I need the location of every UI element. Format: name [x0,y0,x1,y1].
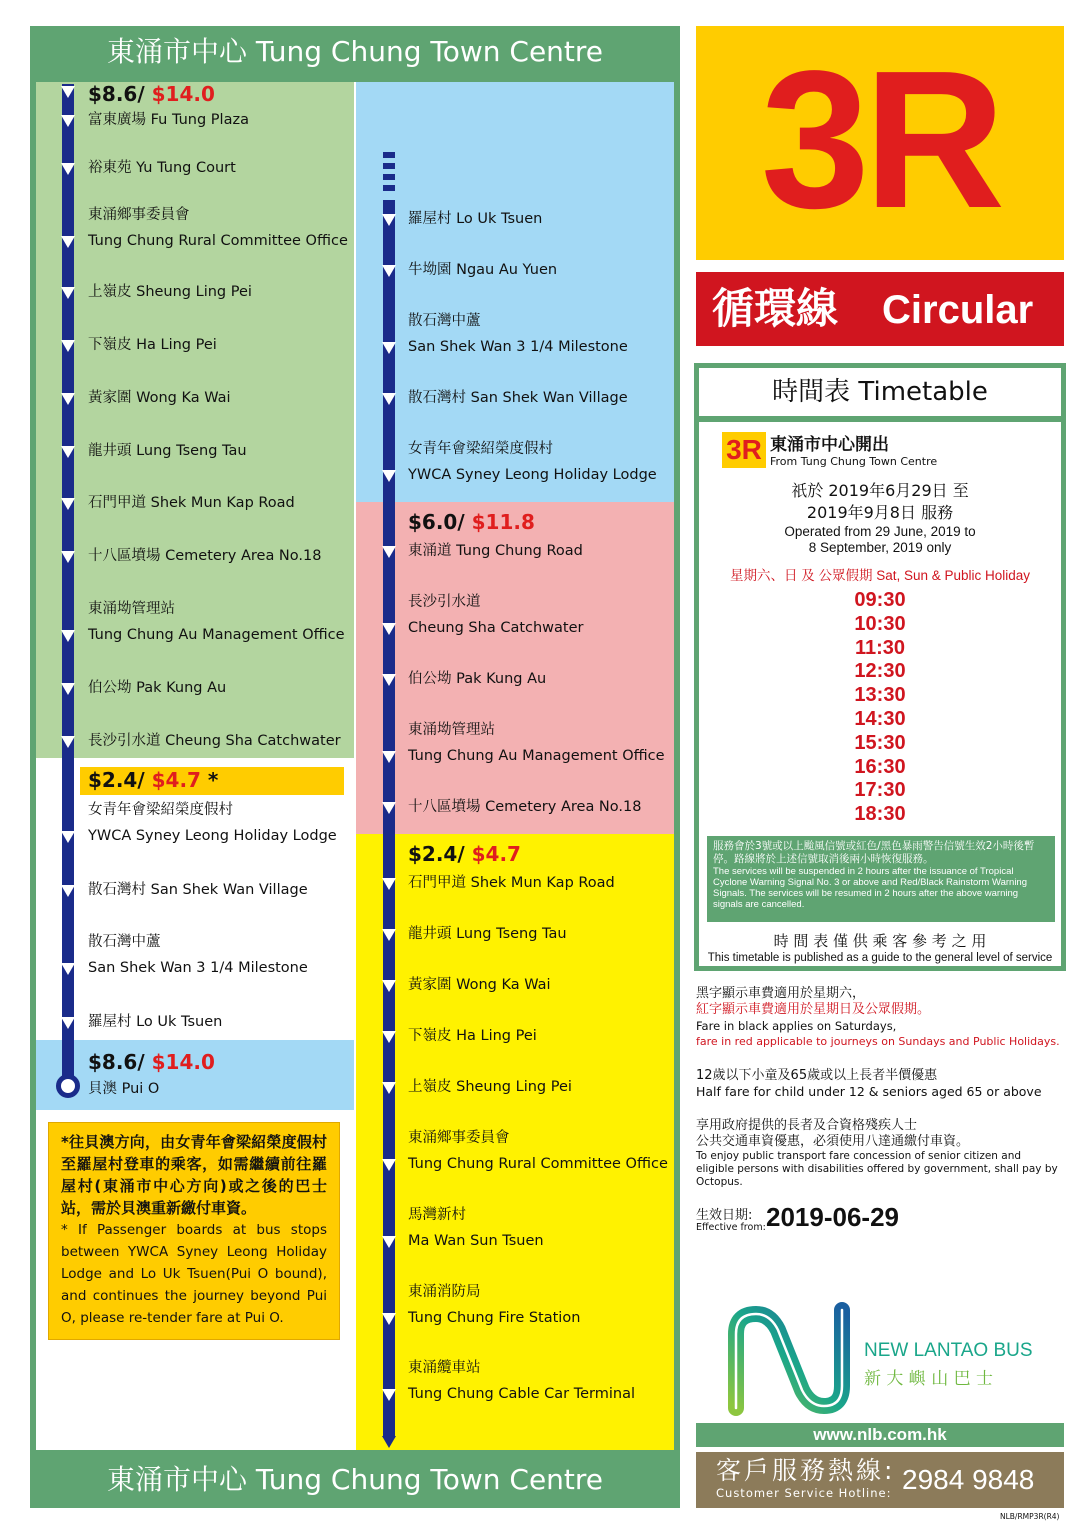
route-line-mid-dashes [383,152,395,192]
effective-label-zh: 生效日期: [696,1208,753,1223]
stop-marker-icon [61,498,75,510]
period-en-1: Operated from 29 June, 2019 to [784,524,976,539]
stop-name: YWCA Syney Leong Holiday Lodge [408,467,657,483]
mid-pink-stop [408,538,583,564]
gov-zh-2: 公共交通車資優惠，必須使用八達通繳付車資。 [696,1134,970,1149]
mid-yellow-stop [408,1074,572,1100]
stop-marker-icon [382,265,396,277]
stop-name: 伯公坳 Pak Kung Au [408,671,547,687]
mid-pink-stop [408,666,546,692]
stop-name: 下嶺皮 Ha Ling Pei [88,337,217,353]
stop-name: 女青年會梁紹榮度假村 [408,441,553,457]
mid-yellow-stop [408,1355,635,1407]
stop-marker-icon [382,674,396,686]
fare-top: $8.6/ $14.0 [88,82,215,106]
stop-name: 裕東苑 Yu Tung Court [88,160,236,176]
mid-yellow-stop [408,972,551,998]
doc-code: NLB/RMP3R(R4) [1000,1512,1060,1521]
stop-name: 東涌鄉事委員會 [408,1130,510,1146]
stop-name: 伯公坳 Pak Kung Au [88,680,227,696]
stop-marker-icon [61,963,75,975]
stop-marker-icon [61,287,75,299]
mid-blue-stop [408,308,628,360]
stop-name: 富東廣場 Fu Tung Plaza [88,112,249,128]
zone-green [36,82,354,758]
half-fare-en: Half fare for child under 12 & seniors aged 65 or above [696,1084,1042,1099]
fare-notes [696,986,1068,1189]
mid-pink-stop [408,794,641,820]
notice-en: * If Passenger boards at bus stops between YWCA Syney Leong Holiday Lodge and Lo Uk Tsuen(Pui O bound), and continues the journey beyond Pui O, please re-tender fare at Pui O. [61,1222,327,1326]
company-name-zh: 新 大 嶼 山 巴 士 [864,1369,994,1389]
mid-blue-stop [408,385,628,411]
fare-end: $8.6/ $14.0 [88,1050,215,1074]
timetable-days: 星期六、日 及 公眾假期 Sat, Sun & Public Holiday [729,568,1031,583]
left-green-stop [88,728,341,754]
left-white-stop [88,929,308,981]
route-type-zh: 循環線 [712,284,839,333]
stop-name: 散石灣中蘆 [88,934,161,950]
stop-marker-icon [382,980,396,992]
departure-time: 14:30 [854,707,906,730]
timetable-heading: 時間表 Timetable [699,368,1061,416]
notice-zh: *往貝澳方向，由女青年會梁紹榮度假村至羅屋村登車的乘客，如需繼續前往羅屋村(東涌市中心方向)或之後的巴士站，需於貝澳重新繳付車資。 [61,1133,327,1217]
guide-en: This timetable is published as a guide to the general level of service [707,952,1053,964]
stop-name: Tung Chung Rural Committee Office [408,1156,668,1172]
stop-marker-icon [61,446,75,458]
stop-marker-icon [61,1017,75,1029]
route-line-left [62,84,74,1084]
departure-time: 15:30 [854,731,906,754]
period-zh-2: 2019年9月8日 服務 [806,503,954,522]
departure-time: 16:30 [854,755,906,778]
mid-yellow-stop [408,1023,537,1049]
stop-name: 女青年會梁紹榮度假村 [88,802,233,818]
mid-yellow-stop [408,870,615,896]
hotline-box [696,1452,1064,1508]
stop-name: 黃家圍 Wong Ka Wai [408,977,551,993]
stop-name: YWCA Syney Leong Holiday Lodge [88,828,337,844]
timetable-period [699,480,1061,556]
period-zh-1: 祇於 2019年6月29日 至 [791,481,969,500]
stop-marker-icon [61,736,75,748]
stop-name: 石門甲道 Shek Mun Kap Road [88,495,295,511]
guide-zh: 時 間 表 僅 供 乘 客 參 考 之 用 [773,932,987,950]
stop-name: 散石灣村 San Shek Wan Village [88,882,308,898]
fare-mid: $2.4/ $4.7 * [88,768,219,792]
stop-name: Tung Chung Rural Committee Office [88,233,348,249]
nlb-logo-icon [722,1300,856,1418]
stop-name: 下嶺皮 Ha Ling Pei [408,1028,537,1044]
left-green-stop [88,675,226,701]
stop-name: Tung Chung Au Management Office [88,627,345,643]
mid-yellow-stop [408,1279,580,1331]
stop-marker-icon [61,551,75,563]
stop-marker-icon [382,470,396,482]
departure-time: 13:30 [854,684,906,707]
stop-name: Tung Chung Fire Station [408,1310,581,1326]
half-fare-zh: 12歲以下小童及65歲或以上長者半價優惠 [696,1068,938,1083]
left-white-stop [88,797,337,849]
stop-marker-icon [61,163,75,175]
stop-marker-icon [382,1082,396,1094]
stop-name: 東涌消防局 [408,1284,481,1300]
stop-name: 十八區墳場 Cemetery Area No.18 [88,548,322,564]
mid-yellow-stop [408,1202,544,1254]
route-line-mid-arrow [382,1436,396,1448]
departure-time: 18:30 [854,803,906,826]
mid-blue-stop [408,206,542,232]
stop-name: Cheung Sha Catchwater [408,620,584,636]
stop-marker-icon [382,1159,396,1171]
fare-note-black-en: Fare in black applies on Saturdays, [696,1019,897,1033]
left-green-stop [88,107,249,133]
stop-name: 長沙引水道 [408,594,481,610]
warning-zh: 服務會於3號或以上颱風信號或紅色/黑色暴雨警告信號生效2小時後暫停。路線將於上述信號取消後兩小時恢復服務。 [713,840,1035,865]
stop-name: 東涌道 Tung Chung Road [408,543,583,559]
stop-name: 長沙引水道 Cheung Sha Catchwater [88,733,341,749]
left-green-stop [88,279,252,305]
stop-name: 十八區墳場 Cemetery Area No.18 [408,799,642,815]
stop-marker-icon [382,878,396,890]
warning-box [707,836,1055,922]
left-green-stop [88,438,247,464]
fare-note-red-en: fare in red applicable to journeys on Sundays and Public Holidays. [696,1035,1060,1048]
departure-time: 10:30 [854,612,906,635]
stop-name: San Shek Wan 3 1/4 Milestone [88,960,308,976]
stop-name: 牛坳園 Ngau Au Yuen [408,262,558,278]
stop-marker-icon [382,393,396,405]
warning-en: The services will be suspended in 2 hours after the issuance of Tropical Cyclone Warning Signal No. 3 or above and Red/Black Rainstorm Warning Signals. The services will be resumed in 2 hours after the above warning signals are cancelled. [713,866,1028,910]
departure-time: 09:30 [854,589,906,611]
hotline-number[interactable]: 2984 9848 [902,1464,1035,1495]
stop-marker-icon [61,115,75,127]
route-number: 3R [760,30,1000,249]
mid-yellow-stop [408,1125,668,1177]
mid-blue-stop [408,436,657,488]
left-green-stop [88,596,345,648]
stop-marker-icon [382,546,396,558]
period-en-2: 8 September, 2019 only [808,540,952,555]
stop-name: 散石灣中蘆 [408,313,481,329]
left-green-stop [88,155,236,181]
departure-time: 11:30 [854,636,906,659]
stop-name: 東涌鄉事委員會 [88,207,190,223]
stop-marker-icon [382,1031,396,1043]
gov-en: To enjoy public transport fare concession of senior citizen and eligible persons with disabilities offered by government, shall pay by Octopus. [696,1150,1058,1188]
footer-title: 東涌市中心 Tung Chung Town Centre [30,1452,680,1508]
fare-yellow: $2.4/ $4.7 [408,842,521,866]
stop-name: 東涌纜車站 [408,1360,481,1376]
stop-name: 龍井頭 Lung Tseng Tau [88,443,247,459]
stop-marker-icon [61,236,75,248]
stop-marker-icon [61,340,75,352]
website-bar[interactable]: www.nlb.com.hk [696,1423,1064,1447]
stop-marker-icon [382,929,396,941]
timetable-from-en: From Tung Chung Town Centre [770,455,938,468]
stop-marker-icon [61,885,75,897]
notice-box [48,1122,340,1340]
stop-marker-icon [382,1313,396,1325]
departure-time: 17:30 [854,779,906,802]
stop-name: 東涌坳管理站 [408,722,495,738]
effective-date: 2019-06-29 [766,1202,899,1232]
header-title: 東涌市中心 Tung Chung Town Centre [30,26,680,78]
effective-label-en: Effective from: [696,1222,766,1233]
left-green-stop [88,332,217,358]
departure-times [780,589,980,827]
stop-marker-icon [382,342,396,354]
stop-name: 上嶺皮 Sheung Ling Pei [408,1079,572,1095]
stop-marker-icon [61,831,75,843]
stop-marker-icon [382,214,396,226]
route-type-box [696,272,1064,346]
stop-name: 羅屋村 Lo Uk Tsuen [88,1014,223,1030]
stop-name: San Shek Wan 3 1/4 Milestone [408,339,628,355]
stop-name: Tung Chung Au Management Office [408,748,665,764]
stop-marker-icon [382,751,396,763]
stop-name: 馬灣新村 [408,1207,466,1223]
stop-marker-icon [61,86,75,98]
mid-blue-stop [408,257,557,283]
route-line-mid [383,200,395,1438]
fare-note-black-zh: 黑字顯示車費適用於星期六， [696,986,866,1001]
left-green-stop [88,543,321,569]
left-green-stop [88,385,231,411]
stop-marker-icon [382,1236,396,1248]
left-green-stop [88,490,295,516]
timetable-badge: 3R [722,432,766,468]
stop-name: 上嶺皮 Sheung Ling Pei [88,284,252,300]
route-type-en: Circular [882,288,1034,332]
left-white-stop [88,877,308,903]
stop-name: 羅屋村 Lo Uk Tsuen [408,211,543,227]
stop-name: 黃家圍 Wong Ka Wai [88,390,231,406]
stop-marker-icon [61,630,75,642]
left-white-stop [88,1009,222,1035]
timetable-from-zh: 東涌市中心開出 [770,435,889,455]
stop-name: 東涌坳管理站 [88,601,175,617]
stop-name: Ma Wan Sun Tsuen [408,1233,544,1249]
fare-pink: $6.0/ $11.8 [408,510,535,534]
fare-note-red-zh: 紅字顯示車費適用於星期日及公眾假期。 [696,1002,931,1017]
left-green-stop [88,202,348,254]
hotline-label-zh: 客戶服務熱線: [716,1456,896,1485]
terminus-dot [56,1074,80,1098]
mid-yellow-stop [408,921,567,947]
mid-pink-stop [408,589,584,641]
stop-name: Tung Chung Cable Car Terminal [408,1386,635,1402]
stop-name: 石門甲道 Shek Mun Kap Road [408,875,615,891]
hotline-label-en: Customer Service Hotline: [716,1486,892,1500]
stop-name: 散石灣村 San Shek Wan Village [408,390,628,406]
company-name-en: NEW LANTAO BUS [864,1340,1033,1361]
stop-marker-icon [61,393,75,405]
stop-marker-icon [382,1389,396,1401]
gov-zh-1: 享用政府提供的長者及合資格殘疾人士 [696,1118,918,1133]
terminus-label: 貝澳 Pui O [88,1081,160,1097]
mid-pink-stop [408,717,665,769]
departure-time: 12:30 [854,660,906,683]
stop-marker-icon [382,802,396,814]
stop-marker-icon [382,623,396,635]
stop-marker-icon [61,683,75,695]
stop-name: 龍井頭 Lung Tseng Tau [408,926,567,942]
